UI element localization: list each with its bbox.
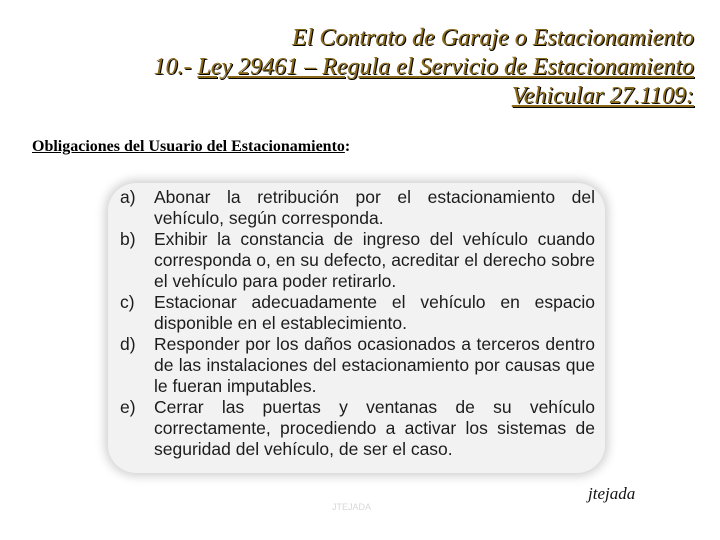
list-item [120, 397, 595, 460]
list-item [120, 292, 595, 334]
list-item-text: Responder por los daños ocasionados a terceros dentro de las instalaciones del estacionamiento por causas que le fueran imputables. [154, 334, 595, 396]
list-item-text: Estacionar adecuadamente el vehículo en espacio disponible en el establecimiento. [154, 292, 595, 333]
list-item-letter: a) [120, 187, 136, 207]
list-item-letter: d) [120, 334, 136, 354]
section-heading-text: Obligaciones del Usuario del Estacionamiento [32, 138, 345, 155]
list-item [120, 334, 595, 397]
title-line-2-prefix: 10.- [153, 54, 198, 80]
list-item [120, 229, 595, 292]
list-item-letter: c) [120, 292, 135, 312]
author-credit: jtejada [588, 484, 636, 503]
list-item-text: Abonar la retribución por el estacionamiento del vehículo, según corresponda. [154, 187, 595, 228]
list-item-letter: b) [120, 229, 136, 249]
slide-title [14, 24, 694, 111]
title-line-2 [14, 53, 694, 82]
obligations-list [120, 187, 595, 460]
list-item [120, 187, 595, 229]
list-item-text: Exhibir la constancia de ingreso del vehículo cuando corresponda o, en su defecto, acreditar el derecho sobre el vehículo para poder retirarlo. [154, 229, 595, 291]
list-item-letter: e) [120, 397, 136, 417]
title-line-1: El Contrato de Garaje o Estacionamiento [292, 25, 694, 51]
title-line-3 [14, 82, 694, 111]
list-item-text: Cerrar las puertas y ventanas de su vehículo correctamente, procediendo a activar los sistemas de seguridad del vehículo, de ser el caso. [154, 397, 595, 459]
section-heading-suffix: : [344, 138, 351, 155]
section-heading [32, 138, 350, 156]
title-line-3-text: Vehicular 27.1109: [511, 83, 694, 109]
obligations-card [108, 183, 605, 473]
title-line-2-law: Ley 29461 – Regula el Servicio de Estacionamiento [197, 54, 694, 80]
watermark: JTEJADA [332, 502, 372, 512]
